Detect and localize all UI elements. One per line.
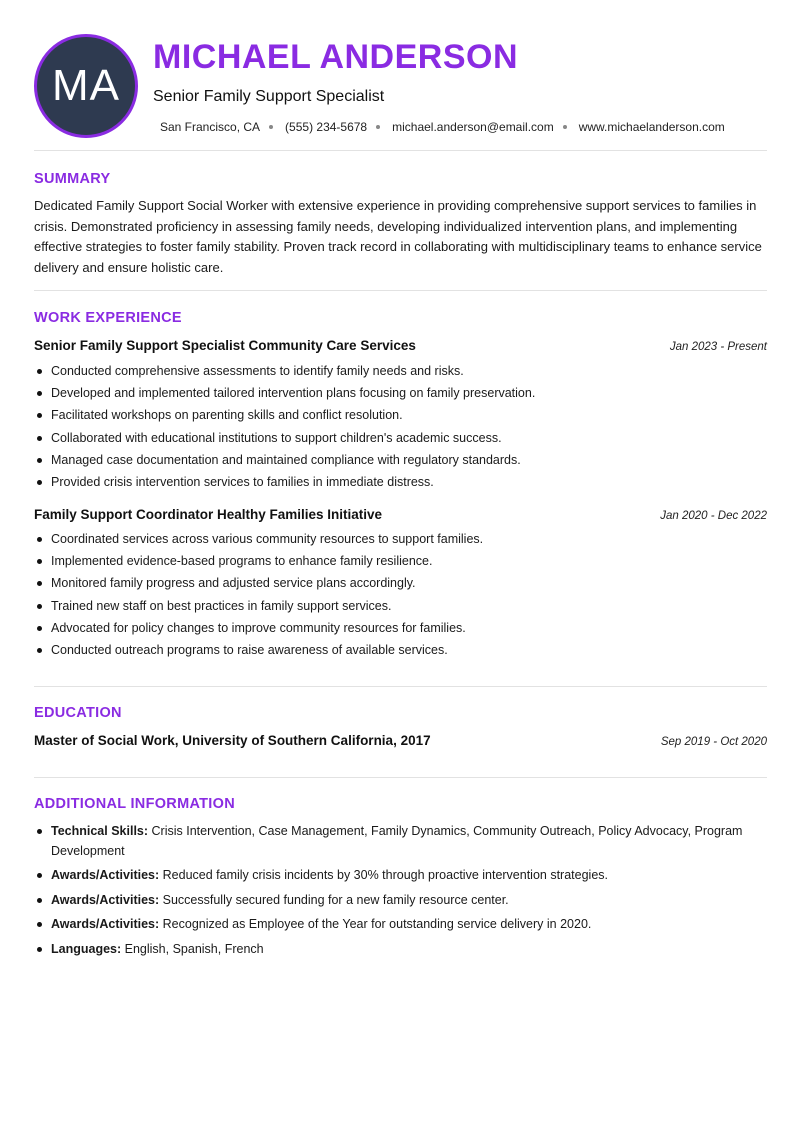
contact-website[interactable]: www.michaelanderson.com [578, 120, 725, 134]
info-label: Awards/Activities: [51, 917, 160, 931]
education-heading: EDUCATION [34, 705, 122, 721]
avatar: MA [34, 34, 138, 138]
section-divider [34, 150, 767, 151]
info-label: Awards/Activities: [51, 892, 160, 907]
separator-dot-icon [376, 125, 380, 129]
section-divider [34, 290, 767, 291]
education-degree: Master of Social Work, University of Southern California, 2017 [34, 733, 431, 748]
section-divider [34, 686, 767, 687]
info-label: Languages: [51, 941, 122, 956]
resume-header [0, 0, 800, 150]
list-item: Developed and implemented tailored intervention plans focusing on family preservation. [51, 382, 767, 404]
separator-dot-icon [269, 125, 273, 129]
list-item: Monitored family progress and adjusted service plans accordingly. [51, 572, 767, 594]
job-header [34, 507, 767, 522]
list-item [51, 940, 767, 960]
candidate-name: MICHAEL ANDERSON [153, 38, 519, 76]
list-item: Facilitated workshops on parenting skills and conflict resolution. [51, 404, 767, 426]
additional-list [34, 822, 767, 964]
list-item: Coordinated services across various community resources to support families. [51, 528, 767, 550]
job-bullets [34, 360, 767, 493]
list-item: Managed case documentation and maintained compliance with regulatory standards. [51, 449, 767, 471]
info-text: English, Spanish, French [124, 941, 264, 956]
list-item: Conducted comprehensive assessments to identify family needs and risks. [51, 360, 767, 382]
job-header [34, 338, 767, 353]
list-item [51, 822, 767, 861]
list-item [51, 891, 767, 911]
list-item: Provided crisis intervention services to families in immediate distress. [51, 471, 767, 493]
job-role: Family Support Coordinator Healthy Families Initiative [34, 507, 383, 522]
job-role: Senior Family Support Specialist Community Care Services [34, 338, 416, 353]
info-label: Awards/Activities: [51, 868, 160, 882]
info-text: Recognized as Employee of the Year for outstanding service delivery in 2020. [162, 917, 592, 931]
separator-dot-icon [563, 125, 567, 129]
contact-location: San Francisco, CA [160, 120, 261, 134]
additional-heading: ADDITIONAL INFORMATION [34, 796, 235, 812]
list-item: Collaborated with educational institutions to support children's academic success. [51, 427, 767, 449]
candidate-title: Senior Family Support Specialist [153, 88, 385, 105]
list-item [51, 915, 767, 935]
contact-phone: (555) 234-5678 [285, 120, 368, 134]
job-bullets [34, 528, 767, 661]
education-date: Sep 2019 - Oct 2020 [660, 736, 767, 748]
summary-text: Dedicated Family Support Social Worker with extensive experience in providing comprehensive support services to families in crisis. Demonstrated proficiency in assessing family needs, developing individualized intervention plans, and implementing effective strategies to foster family stability. Proven track record in collaborating with multidisciplinary teams to enhance service delivery and ensure holistic care. [34, 198, 762, 275]
info-text: Reduced family crisis incidents by 30% through proactive intervention strategies. [162, 868, 609, 882]
contact-line [160, 120, 725, 134]
list-item: Advocated for policy changes to improve community resources for families. [51, 617, 767, 639]
info-label: Technical Skills: [51, 824, 149, 838]
list-item: Conducted outreach programs to raise awareness of available services. [51, 639, 767, 661]
education-entry [34, 733, 767, 748]
summary-heading: SUMMARY [34, 171, 111, 187]
section-divider [34, 777, 767, 778]
list-item [51, 866, 767, 886]
contact-email[interactable]: michael.anderson@email.com [392, 120, 554, 134]
job-date: Jan 2020 - Dec 2022 [660, 510, 767, 522]
info-text: Successfully secured funding for a new family resource center. [162, 892, 509, 907]
job-date: Jan 2023 - Present [669, 341, 767, 353]
list-item: Trained new staff on best practices in family support services. [51, 595, 767, 617]
info-text: Crisis Intervention, Case Management, Family Dynamics, Community Outreach, Policy Advocacy, Program Development [51, 824, 743, 858]
list-item: Implemented evidence-based programs to enhance family resilience. [51, 550, 767, 572]
experience-heading: WORK EXPERIENCE [34, 310, 182, 326]
